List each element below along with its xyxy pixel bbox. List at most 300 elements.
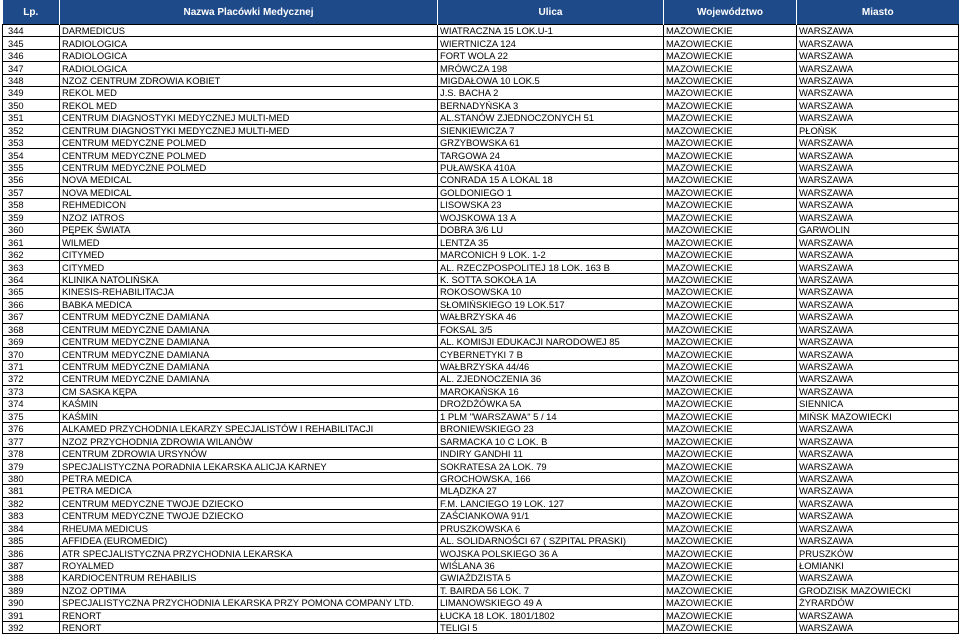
cell-lp: 376 (3, 423, 60, 435)
cell-lp: 388 (3, 572, 60, 584)
table-row (3, 37, 959, 49)
document-sheet (2, 0, 958, 634)
table-row (3, 298, 959, 310)
cell-facility-name: REKOL MED (60, 87, 438, 99)
cell-street: ŁUCKA 18 LOK. 1801/1802 (438, 609, 664, 621)
cell-voivodeship: MAZOWIECKIE (664, 136, 797, 148)
cell-street: T. BAIRDA 56 LOK. 7 (438, 584, 664, 596)
cell-voivodeship: MAZOWIECKIE (664, 510, 797, 522)
cell-voivodeship: MAZOWIECKIE (664, 311, 797, 323)
cell-facility-name: CENTRUM MEDYCZNE DAMIANA (60, 323, 438, 335)
cell-street: SIENKIEWICZA 7 (438, 124, 664, 136)
cell-street: TARGOWA 24 (438, 149, 664, 161)
cell-city: WARSZAWA (797, 99, 959, 111)
table-row (3, 559, 959, 571)
cell-voivodeship: MAZOWIECKIE (664, 124, 797, 136)
cell-street: F.M. LANCIEGO 19 LOK. 127 (438, 497, 664, 509)
cell-city: WARSZAWA (797, 360, 959, 372)
table-row (3, 261, 959, 273)
cell-street: PUŁAWSKA 410A (438, 161, 664, 173)
cell-lp: 382 (3, 497, 60, 509)
column-header-lp: Lp. (3, 0, 60, 25)
cell-street: AL. ZJEDNOCZENIA 36 (438, 373, 664, 385)
cell-voivodeship: MAZOWIECKIE (664, 522, 797, 534)
cell-lp: 368 (3, 323, 60, 335)
cell-street: AL. SOLIDARNOŚCI 67 ( SZPITAL PRASKI) (438, 534, 664, 546)
cell-street: K. SOTTA SOKOŁA 1A (438, 273, 664, 285)
column-header-facility-name: Nazwa Placówki Medycznej (60, 0, 438, 25)
cell-city: WARSZAWA (797, 423, 959, 435)
cell-city: WARSZAWA (797, 261, 959, 273)
cell-lp: 379 (3, 460, 60, 472)
cell-city: WARSZAWA (797, 534, 959, 546)
cell-voivodeship: MAZOWIECKIE (664, 410, 797, 422)
cell-facility-name: CENTRUM MEDYCZNE TWOJE DZIECKO (60, 510, 438, 522)
cell-lp: 387 (3, 559, 60, 571)
cell-lp: 392 (3, 622, 60, 634)
cell-lp: 372 (3, 373, 60, 385)
cell-facility-name: CENTRUM MEDYCZNE TWOJE DZIECKO (60, 497, 438, 509)
cell-voivodeship: MAZOWIECKIE (664, 199, 797, 211)
cell-street: PRUSZKOWSKA 6 (438, 522, 664, 534)
cell-street: GRZYBOWSKA 61 (438, 136, 664, 148)
cell-facility-name: CENTRUM ZDROWIA URSYNÓW (60, 447, 438, 459)
cell-city: WARSZAWA (797, 236, 959, 248)
table-row (3, 211, 959, 223)
cell-street: GWIAŹDZISTA 5 (438, 572, 664, 584)
cell-voivodeship: MAZOWIECKIE (664, 584, 797, 596)
cell-lp: 363 (3, 261, 60, 273)
cell-city: WARSZAWA (797, 161, 959, 173)
cell-facility-name: PĘPEK ŚWIATA (60, 224, 438, 236)
cell-lp: 367 (3, 311, 60, 323)
cell-facility-name: CENTRUM MEDYCZNE DAMIANA (60, 335, 438, 347)
cell-lp: 373 (3, 385, 60, 397)
table-row (3, 360, 959, 372)
table-row (3, 447, 959, 459)
cell-street: MIGDAŁOWA 10 LOK.5 (438, 74, 664, 86)
cell-lp: 386 (3, 547, 60, 559)
cell-city: WARSZAWA (797, 37, 959, 49)
cell-facility-name: SPECJALISTYCZNA PORADNIA LEKARSKA ALICJA KARNEY (60, 460, 438, 472)
cell-facility-name: CM SASKA KĘPA (60, 385, 438, 397)
cell-lp: 378 (3, 447, 60, 459)
cell-lp: 374 (3, 398, 60, 410)
table-row (3, 472, 959, 484)
table-row (3, 112, 959, 124)
table-row (3, 248, 959, 260)
cell-street: MAROKAŃSKA 16 (438, 385, 664, 397)
cell-voivodeship: MAZOWIECKIE (664, 224, 797, 236)
cell-street: AL.STANÓW ZJEDNOCZONYCH 51 (438, 112, 664, 124)
cell-city: WARSZAWA (797, 472, 959, 484)
table-row (3, 224, 959, 236)
cell-voivodeship: MAZOWIECKIE (664, 286, 797, 298)
cell-voivodeship: MAZOWIECKIE (664, 360, 797, 372)
cell-street: WAŁBRZYSKA 46 (438, 311, 664, 323)
cell-street: LENTZA 35 (438, 236, 664, 248)
cell-voivodeship: MAZOWIECKIE (664, 186, 797, 198)
table-row (3, 348, 959, 360)
cell-voivodeship: MAZOWIECKIE (664, 298, 797, 310)
cell-city: WARSZAWA (797, 609, 959, 621)
cell-city: ŁOMIANKI (797, 559, 959, 571)
cell-facility-name: KAŚMIN (60, 410, 438, 422)
cell-street: ROKOSOWSKA 10 (438, 286, 664, 298)
cell-facility-name: BABKA MEDICA (60, 298, 438, 310)
cell-facility-name: CENTRUM MEDYCZNE POLMED (60, 136, 438, 148)
cell-street: CONRADA 15 A LOKAL 18 (438, 174, 664, 186)
cell-facility-name: NZOZ IATROS (60, 211, 438, 223)
cell-facility-name: RENORT (60, 609, 438, 621)
cell-lp: 350 (3, 99, 60, 111)
cell-city: WARSZAWA (797, 199, 959, 211)
cell-voivodeship: MAZOWIECKIE (664, 261, 797, 273)
cell-street: SŁOMIŃSKIEGO 19 LOK.517 (438, 298, 664, 310)
table-row (3, 149, 959, 161)
cell-city: WARSZAWA (797, 311, 959, 323)
cell-city: WARSZAWA (797, 136, 959, 148)
table-row (3, 622, 959, 634)
cell-street: MARCONICH 9 LOK. 1-2 (438, 248, 664, 260)
cell-lp: 371 (3, 360, 60, 372)
cell-lp: 357 (3, 186, 60, 198)
cell-city: WARSZAWA (797, 62, 959, 74)
cell-lp: 377 (3, 435, 60, 447)
cell-city: MIŃSK MAZOWIECKI (797, 410, 959, 422)
cell-voivodeship: MAZOWIECKIE (664, 398, 797, 410)
cell-voivodeship: MAZOWIECKIE (664, 248, 797, 260)
cell-facility-name: NOVA MEDICAL (60, 174, 438, 186)
table-row (3, 385, 959, 397)
cell-facility-name: CENTRUM MEDYCZNE DAMIANA (60, 373, 438, 385)
cell-facility-name: CENTRUM MEDYCZNE DAMIANA (60, 311, 438, 323)
cell-street: WAŁBRZYSKA 44/46 (438, 360, 664, 372)
cell-lp: 366 (3, 298, 60, 310)
cell-street: LISOWSKA 23 (438, 199, 664, 211)
cell-city: WARSZAWA (797, 622, 959, 634)
cell-city: GARWOLIN (797, 224, 959, 236)
cell-street: AL. RZECZPOSPOLITEJ 18 LOK. 163 B (438, 261, 664, 273)
cell-lp: 385 (3, 534, 60, 546)
table-row (3, 572, 959, 584)
cell-lp: 355 (3, 161, 60, 173)
table-row (3, 136, 959, 148)
table-row (3, 423, 959, 435)
table-row (3, 534, 959, 546)
cell-voivodeship: MAZOWIECKIE (664, 472, 797, 484)
cell-facility-name: KAŚMIN (60, 398, 438, 410)
cell-voivodeship: MAZOWIECKIE (664, 534, 797, 546)
cell-city: ŻYRARDÓW (797, 597, 959, 609)
cell-street: ZAŚCIANKOWA 91/1 (438, 510, 664, 522)
table-row (3, 323, 959, 335)
cell-voivodeship: MAZOWIECKIE (664, 87, 797, 99)
cell-city: PRUSZKÓW (797, 547, 959, 559)
cell-voivodeship: MAZOWIECKIE (664, 323, 797, 335)
cell-facility-name: DARMEDICUS (60, 25, 438, 37)
cell-city: WARSZAWA (797, 435, 959, 447)
cell-lp: 345 (3, 37, 60, 49)
cell-voivodeship: MAZOWIECKIE (664, 99, 797, 111)
cell-street: BERNADYŃSKA 3 (438, 99, 664, 111)
cell-voivodeship: MAZOWIECKIE (664, 559, 797, 571)
table-row (3, 174, 959, 186)
cell-voivodeship: MAZOWIECKIE (664, 385, 797, 397)
table-row (3, 609, 959, 621)
cell-voivodeship: MAZOWIECKIE (664, 423, 797, 435)
cell-facility-name: CENTRUM MEDYCZNE DAMIANA (60, 360, 438, 372)
table-row (3, 199, 959, 211)
cell-street: SOKRATESA 2A LOK. 79 (438, 460, 664, 472)
cell-street: CYBERNETYKI 7 B (438, 348, 664, 360)
cell-lp: 380 (3, 472, 60, 484)
cell-voivodeship: MAZOWIECKIE (664, 37, 797, 49)
cell-street: GOLDONIEGO 1 (438, 186, 664, 198)
table-row (3, 186, 959, 198)
cell-lp: 384 (3, 522, 60, 534)
table-row (3, 497, 959, 509)
header-row (3, 0, 959, 25)
cell-facility-name: CENTRUM DIAGNOSTYKI MEDYCZNEJ MULTI-MED (60, 124, 438, 136)
cell-lp: 365 (3, 286, 60, 298)
cell-facility-name: KLINIKA NATOLIŃSKA (60, 273, 438, 285)
cell-lp: 359 (3, 211, 60, 223)
cell-facility-name: NZOZ CENTRUM ZDROWIA KOBIET (60, 74, 438, 86)
cell-lp: 358 (3, 199, 60, 211)
column-header-voivodeship: Województwo (664, 0, 797, 25)
cell-voivodeship: MAZOWIECKIE (664, 622, 797, 634)
cell-lp: 347 (3, 62, 60, 74)
cell-street: FORT WOLA 22 (438, 49, 664, 61)
cell-voivodeship: MAZOWIECKIE (664, 373, 797, 385)
cell-voivodeship: MAZOWIECKIE (664, 609, 797, 621)
cell-city: WARSZAWA (797, 348, 959, 360)
cell-city: WARSZAWA (797, 112, 959, 124)
table-row (3, 522, 959, 534)
cell-lp: 351 (3, 112, 60, 124)
cell-facility-name: RHEUMA MEDICUS (60, 522, 438, 534)
cell-city: GRODZISK MAZOWIECKI (797, 584, 959, 596)
cell-facility-name: RADIOLOGICA (60, 49, 438, 61)
cell-city: WARSZAWA (797, 460, 959, 472)
cell-voivodeship: MAZOWIECKIE (664, 49, 797, 61)
table-header (3, 0, 959, 25)
cell-city: WARSZAWA (797, 186, 959, 198)
cell-voivodeship: MAZOWIECKIE (664, 174, 797, 186)
cell-lp: 391 (3, 609, 60, 621)
cell-voivodeship: MAZOWIECKIE (664, 335, 797, 347)
table-row (3, 398, 959, 410)
cell-voivodeship: MAZOWIECKIE (664, 161, 797, 173)
cell-voivodeship: MAZOWIECKIE (664, 447, 797, 459)
table-row (3, 99, 959, 111)
cell-facility-name: REHMEDICON (60, 199, 438, 211)
cell-street: J.S. BACHA 2 (438, 87, 664, 99)
cell-street: INDIRY GANDHI 11 (438, 447, 664, 459)
cell-facility-name: CENTRUM MEDYCZNE DAMIANA (60, 348, 438, 360)
cell-facility-name: CITYMED (60, 261, 438, 273)
cell-lp: 353 (3, 136, 60, 148)
cell-facility-name: RADIOLOGICA (60, 37, 438, 49)
cell-city: WARSZAWA (797, 497, 959, 509)
table-body (3, 25, 959, 634)
cell-street: WIŚLANA 36 (438, 559, 664, 571)
table-row (3, 485, 959, 497)
cell-lp: 346 (3, 49, 60, 61)
cell-street: DOBRA 3/6 LU (438, 224, 664, 236)
table-row (3, 311, 959, 323)
cell-city: WARSZAWA (797, 510, 959, 522)
table-row (3, 460, 959, 472)
cell-lp: 370 (3, 348, 60, 360)
table-row (3, 124, 959, 136)
table-row (3, 286, 959, 298)
table-row (3, 547, 959, 559)
cell-city: WARSZAWA (797, 74, 959, 86)
cell-lp: 375 (3, 410, 60, 422)
cell-voivodeship: MAZOWIECKIE (664, 485, 797, 497)
table-row (3, 410, 959, 422)
cell-street: DROŻDŻÓWKA 5A (438, 398, 664, 410)
cell-lp: 362 (3, 248, 60, 260)
cell-street: TELIGI 5 (438, 622, 664, 634)
cell-lp: 348 (3, 74, 60, 86)
cell-street: WIERTNICZA 124 (438, 37, 664, 49)
cell-facility-name: REKOL MED (60, 99, 438, 111)
cell-city: WARSZAWA (797, 298, 959, 310)
cell-lp: 352 (3, 124, 60, 136)
cell-lp: 354 (3, 149, 60, 161)
column-header-street: Ulica (438, 0, 664, 25)
cell-facility-name: ROYALMED (60, 559, 438, 571)
cell-street: SARMACKA 10 C LOK. B (438, 435, 664, 447)
cell-city: WARSZAWA (797, 385, 959, 397)
cell-voivodeship: MAZOWIECKIE (664, 149, 797, 161)
cell-city: WARSZAWA (797, 49, 959, 61)
table-row (3, 62, 959, 74)
cell-facility-name: ALKAMED PRZYCHODNIA LEKARZY SPECJALISTÓW I REHABILITACJI (60, 423, 438, 435)
cell-voivodeship: MAZOWIECKIE (664, 547, 797, 559)
cell-city: WARSZAWA (797, 323, 959, 335)
cell-lp: 356 (3, 174, 60, 186)
table-row (3, 74, 959, 86)
cell-street: WIATRACZNA 15 LOK.U-1 (438, 25, 664, 37)
cell-city: SIENNICA (797, 398, 959, 410)
cell-city: WARSZAWA (797, 87, 959, 99)
cell-city: WARSZAWA (797, 25, 959, 37)
cell-facility-name: KINESIS-REHABILITACJA (60, 286, 438, 298)
cell-city: WARSZAWA (797, 211, 959, 223)
cell-lp: 360 (3, 224, 60, 236)
cell-facility-name: NOVA MEDICAL (60, 186, 438, 198)
cell-voivodeship: MAZOWIECKIE (664, 460, 797, 472)
cell-voivodeship: MAZOWIECKIE (664, 348, 797, 360)
cell-facility-name: CENTRUM DIAGNOSTYKI MEDYCZNEJ MULTI-MED (60, 112, 438, 124)
cell-facility-name: KARDIOCENTRUM REHABILIS (60, 572, 438, 584)
cell-street: FOKSAL 3/5 (438, 323, 664, 335)
cell-facility-name: WILMED (60, 236, 438, 248)
cell-facility-name: CENTRUM MEDYCZNE POLMED (60, 149, 438, 161)
cell-street: AL. KOMISJI EDUKACJI NARODOWEJ 85 (438, 335, 664, 347)
cell-city: WARSZAWA (797, 248, 959, 260)
cell-lp: 369 (3, 335, 60, 347)
table-row (3, 49, 959, 61)
cell-facility-name: NZOZ OPTIMA (60, 584, 438, 596)
column-header-city: Miasto (861, 6, 894, 18)
cell-lp: 364 (3, 273, 60, 285)
cell-lp: 349 (3, 87, 60, 99)
cell-voivodeship: MAZOWIECKIE (664, 112, 797, 124)
cell-facility-name: NZOZ PRZYCHODNIA ZDROWIA WILANÓW (60, 435, 438, 447)
table-row (3, 87, 959, 99)
table-row (3, 597, 959, 609)
cell-voivodeship: MAZOWIECKIE (664, 62, 797, 74)
cell-voivodeship: MAZOWIECKIE (664, 211, 797, 223)
cell-lp: 344 (3, 25, 60, 37)
cell-voivodeship: MAZOWIECKIE (664, 273, 797, 285)
cell-street: MLĄDZKA 27 (438, 485, 664, 497)
cell-lp: 390 (3, 597, 60, 609)
cell-facility-name: RENORT (60, 622, 438, 634)
cell-facility-name: ATR SPECJALISTYCZNA PRZYCHODNIA LEKARSKA (60, 547, 438, 559)
cell-facility-name: CITYMED (60, 248, 438, 260)
cell-street: MRÓWCZA 198 (438, 62, 664, 74)
table-row (3, 510, 959, 522)
cell-lp: 361 (3, 236, 60, 248)
cell-street: 1 PLM "WARSZAWA" 5 / 14 (438, 410, 664, 422)
cell-city: WARSZAWA (797, 485, 959, 497)
table-row (3, 161, 959, 173)
cell-voivodeship: MAZOWIECKIE (664, 25, 797, 37)
medical-facilities-table (2, 0, 959, 634)
cell-facility-name: PETRA MEDICA (60, 472, 438, 484)
cell-city: WARSZAWA (797, 174, 959, 186)
cell-voivodeship: MAZOWIECKIE (664, 74, 797, 86)
cell-voivodeship: MAZOWIECKIE (664, 497, 797, 509)
cell-lp: 381 (3, 485, 60, 497)
cell-lp: 383 (3, 510, 60, 522)
cell-street: BRONIEWSKIEGO 23 (438, 423, 664, 435)
cell-lp: 389 (3, 584, 60, 596)
table-row (3, 25, 959, 37)
table-row (3, 236, 959, 248)
table-row (3, 435, 959, 447)
table-row (3, 373, 959, 385)
cell-city: WARSZAWA (797, 447, 959, 459)
cell-street: WOJSKA POLSKIEGO 36 A (438, 547, 664, 559)
cell-city: WARSZAWA (797, 286, 959, 298)
cell-street: GROCHOWSKA, 166 (438, 472, 664, 484)
cell-voivodeship: MAZOWIECKIE (664, 597, 797, 609)
cell-city: WARSZAWA (797, 572, 959, 584)
cell-facility-name: CENTRUM MEDYCZNE POLMED (60, 161, 438, 173)
cell-voivodeship: MAZOWIECKIE (664, 435, 797, 447)
cell-city: WARSZAWA (797, 373, 959, 385)
table-row (3, 273, 959, 285)
table-row (3, 335, 959, 347)
cell-facility-name: SPECJALISTYCZNA PRZYCHODNIA LEKARSKA PRZY POMONA COMPANY LTD. (60, 597, 438, 609)
cell-street: WOJSKOWA 13 A (438, 211, 664, 223)
cell-facility-name: RADIOLOGICA (60, 62, 438, 74)
cell-city: WARSZAWA (797, 273, 959, 285)
cell-facility-name: PETRA MEDICA (60, 485, 438, 497)
cell-city: WARSZAWA (797, 335, 959, 347)
cell-city: PŁOŃSK (797, 124, 959, 136)
cell-city: WARSZAWA (797, 522, 959, 534)
table-row (3, 584, 959, 596)
cell-voivodeship: MAZOWIECKIE (664, 236, 797, 248)
